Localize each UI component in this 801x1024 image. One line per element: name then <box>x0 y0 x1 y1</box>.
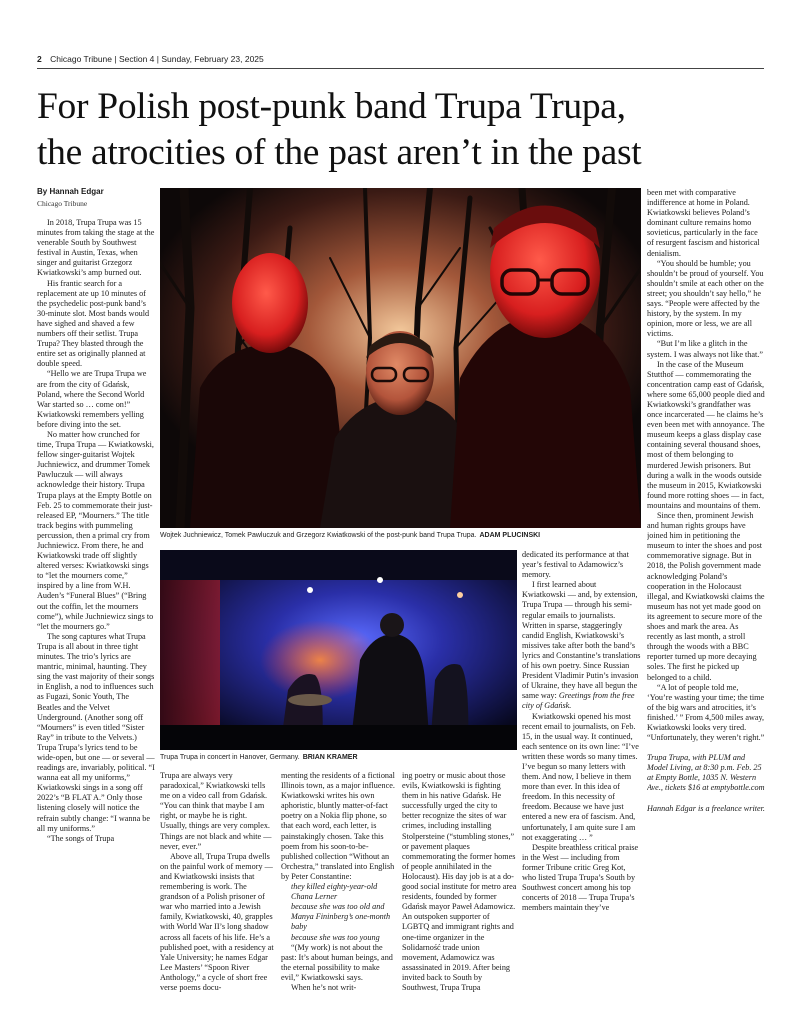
paragraph: I first learned about Kwiatkowski — and, by extension, Trupa Trupa — through his semi-regular emails to journalists. Written in sparse, staggeringly candid English, Kwiatkowski’s missives take after both the band’s lyrics and Constantine’s translations of his own poetry. Since Russian President Vladimir Putin’s invasion of Ukraine, they have all begun the same way: Greetings from the free city of Gdańsk. <box>522 580 641 711</box>
paragraph: menting the residents of a fictional Illinois town, as a major influence. Kwiatkowski writes his own aphoristic, bluntly matter-of-fact poetry on a Nokia flip phone, so that each word, each letter, is painstakingly chosen. Take this poem from his soon-to-be-published collection “Without an Orchestra,” translated into English by Peter Constantine: <box>281 771 395 881</box>
paragraph: “Hello we are Trupa Trupa we are from the city of Gdańsk, Poland, where the Second World War started so … come on!” Kwiatkowski remembers yelling before diving into the set. <box>37 369 147 429</box>
article-column-6 <box>647 188 765 1022</box>
band-portrait-image <box>160 188 641 528</box>
concert-image <box>160 550 517 750</box>
page-number: 2 <box>37 54 42 64</box>
article-column-2 <box>160 771 275 1021</box>
paragraph: When he’s not writ- <box>291 982 357 992</box>
paragraph: No matter how crunched for time, Trupa Trupa — Kwiatkowski, fellow singer-guitarist Wojtek Juchniewicz, and drummer Tomek Pawluczuk — will always acknowledge their history. Trupa Trupa plays at the Empty Bottle on Feb. 25 to commemorate their just-released EP, “Mourners.” The title track begins with pummeling percussion, then a primal cry from Juchniewicz. From there, he and Kwiatkowski trade off slightly altered verses: Kwiatkowski sings to “let the mourners come,” inspired by a line from W.H. Auden’s “Funeral Blues” (“Bring out the coffin, let the mourners come”), while Juchniewicz sings to “let the mourners go.” <box>37 429 154 631</box>
photo-credit: ADAM PLUCINSKI <box>479 532 541 539</box>
photo-caption-2: Trupa Trupa in concert in Hanover, Germany. BRIAN KRAMER <box>160 754 358 761</box>
photo-caption-1: Wojtek Juchniewicz, Tomek Pawluczuk and Grzegorz Kwiatkowski of the post-punk band Trupa Trupa. ADAM PLUCINSKI <box>160 532 541 539</box>
folio-rule <box>37 68 764 69</box>
concert-photo <box>160 550 517 750</box>
paragraph: Since then, prominent Jewish and human rights groups have joined him in petitioning the museum to inter the shoes and post commemorative signage. But in 2018, the Polish government made acknowledging Poland’s cooperation in the Holocaust illegal, and Kwiatkowski claims the museum has not yet made good on its agreement to secure more of the shoes and mark the area. As recently as last month, a stroll through the woods with a BBC reporter turned up more decaying soles. The first he picked up belonged to a child. <box>647 511 765 682</box>
author-note: Hannah Edgar is a freelance writer. <box>647 803 765 813</box>
paragraph: Trupa are always very paradoxical,” Kwiatkowski tells me on a video call from Gdańsk. “You can think that maybe I am right, or maybe he is right. Usually, things are very complex. Things are not black and white — never, ever.” <box>160 771 272 851</box>
paragraph: “A lot of people told me, ‘You’re wasting your time; the time of the big wars and atrocities, it’s finished.’ ” From 4,500 miles away, Kwiatkowski looks very tired. “Unfortunately, they weren’t right.” <box>647 682 765 743</box>
email-greeting: Greetings from the free city of Gdańsk. <box>522 691 635 711</box>
paragraph: “The songs of Trupa <box>47 833 115 843</box>
section-label: Section 4 <box>118 54 155 64</box>
folio-line: 2 Chicago Tribune | Section 4 | Sunday, February 23, 2025 <box>37 54 264 64</box>
photo-credit: BRIAN KRAMER <box>302 754 358 761</box>
paragraph: “You should be humble; you shouldn’t be proud of yourself. You shouldn’t smile at each other on the street; you shouldn’t say hello,” he says. “People were affected by the history, by the system. In my opinion, more or less, we are all victims. <box>647 258 764 339</box>
byline-org: Chicago Tribune <box>37 199 88 208</box>
paragraph: In 2018, Trupa Trupa was 15 minutes from taking the stage at the venerable South by Southwest festival in Austin, Texas, when singer and guitarist Grzegorz Kwiatkowski’s amp burned out. <box>37 218 155 278</box>
issue-date: Sunday, February 23, 2025 <box>161 54 264 64</box>
paragraph: Despite breathless critical praise in the West — including from former Tribune critic Greg Kot, who listed Trupa Trupa’s South by Southwest concert among his top concerts of 2018 — Trupa Trupa’s members maintain they’ve <box>522 842 639 913</box>
paragraph: “But I’m like a glitch in the system. I was always not like that.” <box>647 339 763 359</box>
paragraph: ing poetry or music about those evils, Kwiatkowski is fighting them in his native Gdańsk. He successfully urged the city to better recognize the sites of war crimes, including installing Stolpersteine (“stumbling stones,” or pavement plaques commemorating the former homes of people annihilated in the Holocaust). His day job is at a do-good social institute for metro area residents, founded by former Gdańsk mayor Paweł Adamowicz. An outspoken supporter of LGBTQ and immigrant rights and one-time organizer in the Solidarność trade union movement, Adamowicz was assassinated in 2019. After being invited back to South by Southwest, Trupa Trupa <box>402 771 517 992</box>
poem-line: because she was too old and Manya Fininberg’s one-month baby <box>291 902 391 932</box>
poem-line: because she was too young <box>291 932 380 942</box>
poem-line: they killed eighty-year-old Chana Lerner <box>291 882 378 902</box>
paper-name: Chicago Tribune <box>50 54 113 64</box>
paragraph: His frantic search for a replacement ate up 10 minutes of the psychedelic post-punk band’s 30-minute slot. Most bands would have sighed and shaved a few numbers off their setlist. Trupa Trupa? They blasted through the entire set as originally planned at double speed. <box>37 278 150 369</box>
event-info: Trupa Trupa, with PLUM and Model Living, at 8:30 p.m. Feb. 25 at Empty Bottle, 1035 N. Western Ave., tickets $16 at emptybottle.com <box>647 753 765 793</box>
band-portrait-photo <box>160 188 641 528</box>
headline-line-2: the atrocities of the past aren’t in the past <box>37 132 642 173</box>
article-column-3 <box>281 771 396 1021</box>
article-column-5 <box>522 550 641 1020</box>
headline <box>37 84 767 176</box>
paragraph: been met with comparative indifference at home in Poland. Kwiatkowski believes Poland’s dominant culture remains homo sovieticus, particularly in the face of resurgent fascism and historical denialism. <box>647 188 760 258</box>
article-column-4 <box>402 771 517 1021</box>
paragraph: Kwiatkowski opened his most recent email to journalists, on Feb. 15, in the usual way. It continued, each sentence on its own line: “I’ve written these words so many times. I’ve begun so many letters with them. And now, I believe in them more than ever. In this idea of freedom. In this necessity of freedom. Because we have just entered a new era of fascism. And, unfortunately, I am quite sure I am not exaggerating … ” <box>522 711 639 842</box>
headline-line-1: For Polish post-punk band Trupa Trupa, <box>37 86 626 127</box>
article-column-1 <box>37 218 155 1018</box>
byline: By Hannah Edgar <box>37 187 104 196</box>
paragraph: “(My work) is not about the past: It’s about human beings, and the eternal possibility to make evil,” Kwiatkowski says. <box>281 942 393 982</box>
paragraph: dedicated its performance at that year’s festival to Adamowicz’s memory. <box>522 550 629 580</box>
paragraph: In the case of the Museum Stutthof — commemorating the concentration camp east of Gdańsk, where some 65,000 people died and Kwiatkowski’s grandfather was once incarcerated — he claims he’s even been met with annoyance. The museum keeps a glass display case containing several thousand shoes, most of them belonging to murdered Jewish prisoners. But during a walk in the woods outside the museum in 2015, Kwiatkowski found more rotting shoes — in fact, mountains and mountains of them. <box>647 359 765 510</box>
paragraph: Above all, Trupa Trupa dwells on the painful work of memory — and Kwiatkowski insists that remembering is work. The grandson of a Polish prisoner of war who married into a Jewish family, Kwiatkowski, 40, grapples with World War II’s long shadow across all facets of his life. He’s a published poet, with a residency at Yale University; he names Edgar Lee Masters’ “Spoon River Anthology,” a cycle of short free verse poems docu- <box>160 851 274 992</box>
paragraph: The song captures what Trupa Trupa is all about in three tight minutes. The trio’s lyrics are mantric, minimal, haunting. They sing the vast majority of their songs in English, a nod to influences such as Fugazi, Sonic Youth, The Beatles and the Velvet Underground. (Another song off “Mourners” is even titled “Sister Ray” in tribute to the Velvets.) Trupa Trupa’s lyrics tend to be wide-open, but one — or several — readings are, invariably, political. “I wanna eat all my uniforms,” Kwiatkowski sings in a song off 2022’s “B FLAT A.” Only those listening closely will notice the refrain subtly change: “I wanna be all my uniforms.” <box>37 631 155 833</box>
